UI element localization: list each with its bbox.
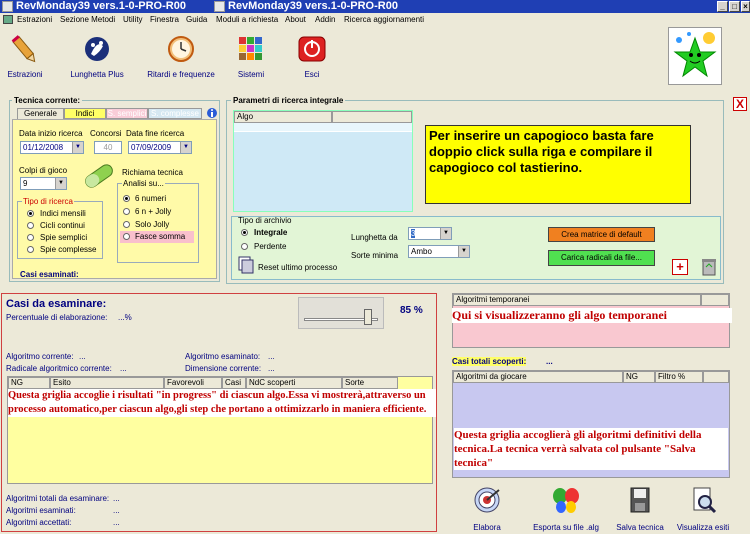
chevron-down-icon[interactable]: ▼ (440, 228, 451, 239)
esci-button[interactable] (292, 32, 332, 84)
menu-ricerca-aggiornamenti[interactable]: Ricerca aggiornamenti (344, 15, 425, 24)
dimensione-label: Dimensione corrente: (185, 364, 262, 373)
save-disk-icon (625, 485, 655, 515)
tab-spie-complesse[interactable]: S. complesse (148, 108, 202, 119)
menu-addin[interactable]: Addin (315, 15, 336, 24)
sistemi-button[interactable] (230, 32, 272, 84)
sorte-minima-label: Sorte minima (351, 251, 399, 260)
casi-title: Casi da esaminare: (6, 298, 107, 310)
tipo-ricerca-group (17, 197, 103, 259)
window-title-2: RevMonday39 vers.1-0-PRO-R00 (228, 0, 398, 12)
exit-icon (297, 34, 327, 66)
generale-tab-panel (12, 119, 217, 279)
sei-numeri-label: 6 numeri (135, 194, 167, 203)
parametri-title: Parametri di ricerca integrale (233, 96, 344, 105)
tab-generale[interactable]: Generale (17, 108, 64, 119)
app-icon-2 (214, 1, 225, 12)
casi-scoperti-label: Casi totali scoperti: (452, 357, 527, 366)
sorte-minima-value: Ambo (411, 247, 432, 256)
tecnica-corrente-group (9, 96, 220, 282)
esci-label: Esci (304, 70, 320, 79)
algoritmi-esaminati-value: ... (113, 506, 120, 515)
tecnica-title: Tecnica corrente: (14, 96, 81, 105)
info-icon (206, 106, 218, 120)
analisi-title: Analisi su... (123, 179, 164, 188)
algoritmi-accettati-label: Algoritmi accettati: (6, 518, 72, 527)
algo-grid-row[interactable] (234, 123, 412, 132)
esporta-button[interactable] (528, 485, 604, 533)
algo-grid[interactable] (233, 110, 413, 212)
radio-6-jolly[interactable] (123, 208, 130, 215)
radicale-label: Radicale algoritmico corrente: (6, 364, 112, 373)
data-fine-field[interactable] (128, 141, 192, 154)
radio-spie-complesse[interactable] (27, 246, 34, 253)
col-casi[interactable]: Casi (222, 377, 246, 389)
sorte-minima-select[interactable] (408, 245, 470, 258)
concorsi-label: Concorsi (90, 129, 122, 138)
data-inizio-value: 01/12/2008 (23, 143, 64, 152)
colpi-field[interactable] (20, 177, 67, 190)
richiama-tecnica-label: Richiama tecnica (122, 168, 183, 177)
spie-complesse-label: Spie complesse (40, 245, 97, 254)
menu-utility[interactable]: Utility (123, 15, 143, 24)
tipo-archivio-title: Tipo di archivio (238, 216, 292, 225)
minimize-button[interactable]: _ (717, 1, 728, 12)
radicale-value: ... (120, 364, 127, 373)
spie-semplici-label: Spie semplici (40, 233, 88, 242)
add-button[interactable]: + (672, 259, 688, 275)
percentuale-label: Percentuale di elaborazione: (6, 313, 108, 322)
perdente-label: Perdente (254, 242, 287, 251)
analisi-group (117, 179, 199, 263)
dimensione-value: ... (268, 364, 275, 373)
menu-about[interactable]: About (285, 15, 306, 24)
casi-da-esaminare-panel (1, 293, 437, 532)
elabora-label: Elabora (473, 523, 501, 532)
data-inizio-label: Data inizio ricerca (19, 129, 83, 138)
lunghetta-plus-button[interactable] (62, 32, 132, 84)
window-close-button[interactable]: × (741, 1, 750, 12)
menu-sezione-metodi[interactable]: Sezione Metodi (60, 15, 116, 24)
capsule-icon[interactable] (81, 160, 117, 192)
ritardi-frequenze-label: Ritardi e frequenze (147, 70, 215, 79)
temporanei-header-2 (701, 294, 729, 306)
col-ng[interactable]: NG (8, 377, 50, 389)
carica-radicali-button[interactable]: Carica radicali da file... (548, 250, 655, 266)
lunghetta-value: 3 (411, 229, 416, 238)
radio-indici-mensili[interactable] (27, 210, 34, 217)
documents-icon[interactable] (238, 256, 254, 274)
tab-indici-mensili[interactable]: Indici (64, 108, 106, 119)
radio-spie-semplici[interactable] (27, 234, 34, 241)
algoritmo-corrente-value: ... (79, 352, 86, 361)
recycle-bin-icon[interactable] (700, 257, 718, 277)
slider-thumb[interactable] (364, 309, 372, 325)
capogioco-help-text: Per inserire un capogioco basta fare doppio click sulla riga e compilare il capogioco col tastierino. (425, 125, 691, 204)
algoritmo-esaminato-value: ... (268, 352, 275, 361)
menu-finestra[interactable]: Finestra (150, 15, 179, 24)
col-ng-right[interactable]: NG (623, 371, 655, 383)
col-esito[interactable]: Esito (50, 377, 164, 389)
data-inizio-field[interactable] (20, 141, 84, 154)
data-fine-label: Data fine ricerca (126, 129, 185, 138)
mdi-icon (3, 15, 13, 24)
crea-matrice-button[interactable]: Crea matrice di default (548, 227, 655, 242)
parametri-group (226, 96, 724, 284)
temporanei-header: Algoritmi temporanei (453, 294, 701, 306)
casi-scoperti-value: ... (546, 357, 553, 366)
sistemi-label: Sistemi (237, 70, 265, 79)
chevron-down-icon[interactable]: ▼ (458, 246, 469, 257)
magnifier-document-icon (688, 485, 718, 515)
colpi-value: 9 (23, 179, 28, 188)
col-algoritmi-da-giocare[interactable]: Algoritmi da giocare (453, 371, 623, 383)
algoritmi-accettati-value: ... (113, 518, 120, 527)
chevron-down-icon[interactable]: ▼ (55, 178, 66, 189)
target-icon (472, 485, 502, 515)
fasce-somma-label: Fasce somma (135, 232, 186, 241)
tipo-ricerca-title: Tipo di ricerca (23, 197, 73, 206)
algoritmi-grid-note: Questa griglia accoglierà gli algoritmi definitivi della tecnica.La tecnica verrà salvata col pulsante "Salva tecnica" (454, 428, 728, 470)
salva-tecnica-button[interactable] (612, 485, 668, 533)
col-ndc-scoperti[interactable]: NdC scoperti (246, 377, 342, 389)
col-filtro[interactable]: Filtro % (655, 371, 703, 383)
salva-tecnica-label: Salva tecnica (616, 523, 664, 532)
chevron-down-icon[interactable]: ▼ (72, 142, 83, 153)
pencil-icon (10, 34, 40, 66)
esporta-label: Esporta su file .alg (533, 523, 599, 532)
algoritmo-esaminato-label: Algoritmo esaminato: (185, 352, 261, 361)
tipo-archivio-group (231, 216, 721, 280)
casi-esaminati-label: Casi esaminati: (20, 270, 79, 279)
window-title: RevMonday39 vers.1-0-PRO-R00 (16, 0, 186, 12)
radio-perdente[interactable] (241, 243, 248, 250)
radio-fasce-somma[interactable] (123, 233, 130, 240)
solo-jolly-label: Solo Jolly (135, 220, 170, 229)
progress-grid-note: Questa griglia accoglie i risultati "in progress" di ciascun algo.Essa vi mostrerà,attraverso un processo automatico,per ciascun algo,gli step che portano a ottimizzarlo in maniera efficiente. (8, 389, 436, 417)
lunghetta-select[interactable] (408, 227, 452, 240)
col-favorevoli[interactable]: Favorevoli (164, 377, 222, 389)
visualizza-esiti-label: Visualizza esiti (676, 523, 730, 532)
estrazioni-button[interactable] (2, 32, 48, 84)
radio-solo-jolly[interactable] (123, 221, 130, 228)
algo-column-header-2 (332, 111, 412, 123)
algoritmo-corrente-label: Algoritmo corrente: (6, 352, 74, 361)
algoritmi-totali-value: ... (113, 494, 120, 503)
indici-mensili-label: Indici mensili (40, 209, 86, 218)
algoritmi-esaminati-label: Algoritmi esaminati: (6, 506, 76, 515)
algoritmi-totali-label: Algoritmi totali da esaminare: (6, 494, 110, 503)
radio-6-numeri[interactable] (123, 195, 130, 202)
percentuale-value: ...% (118, 313, 132, 322)
elabora-button[interactable] (462, 485, 512, 533)
butterfly-icon (551, 485, 581, 515)
visualizza-esiti-button[interactable] (672, 485, 734, 533)
radio-integrale[interactable] (241, 229, 248, 236)
data-fine-value: 07/09/2009 (131, 143, 172, 152)
chevron-down-icon[interactable]: ▼ (180, 142, 191, 153)
reset-processo-link[interactable]: Reset ultimo processo (258, 263, 338, 272)
close-panel-button[interactable]: X (733, 97, 747, 111)
clock-icon (166, 34, 196, 66)
menu-bar (0, 13, 750, 26)
cicli-continui-label: Cicli continui (40, 221, 85, 230)
tab-spie-semplici[interactable]: S. semplici (107, 109, 147, 118)
maximize-button[interactable]: □ (729, 1, 740, 12)
grid-squares-icon (236, 34, 266, 66)
app-icon (2, 1, 13, 12)
toolbar (0, 26, 750, 88)
sei-jolly-label: 6 n + Jolly (135, 207, 172, 216)
title-bar (0, 0, 750, 13)
col-extra (703, 371, 729, 383)
estrazioni-label: Estrazioni (7, 70, 43, 79)
lottery-hand-icon (82, 34, 112, 66)
percentage-display: 85 % (400, 305, 423, 316)
lunghetta-plus-label: Lunghetta Plus (70, 70, 124, 79)
lunghetta-label: Lunghetta da (351, 233, 398, 242)
menu-estrazioni[interactable]: Estrazioni (17, 15, 53, 24)
progress-slider[interactable] (298, 297, 384, 329)
menu-guida[interactable]: Guida (186, 15, 208, 24)
star-logo-icon (669, 28, 721, 84)
col-sorte[interactable]: Sorte (342, 377, 398, 389)
ritardi-frequenze-button[interactable] (140, 32, 222, 84)
temporanei-note: Qui si visualizzeranno gli algo temporanei (452, 308, 732, 323)
star-mascot-logo (668, 27, 722, 85)
radio-cicli-continui[interactable] (27, 222, 34, 229)
concorsi-field[interactable]: 40 (94, 141, 122, 154)
colpi-label: Colpi di gioco (19, 166, 68, 175)
integrale-label: Integrale (254, 228, 288, 237)
menu-moduli[interactable]: Moduli a richiesta (216, 15, 279, 24)
algo-column-header: Algo (234, 111, 332, 123)
